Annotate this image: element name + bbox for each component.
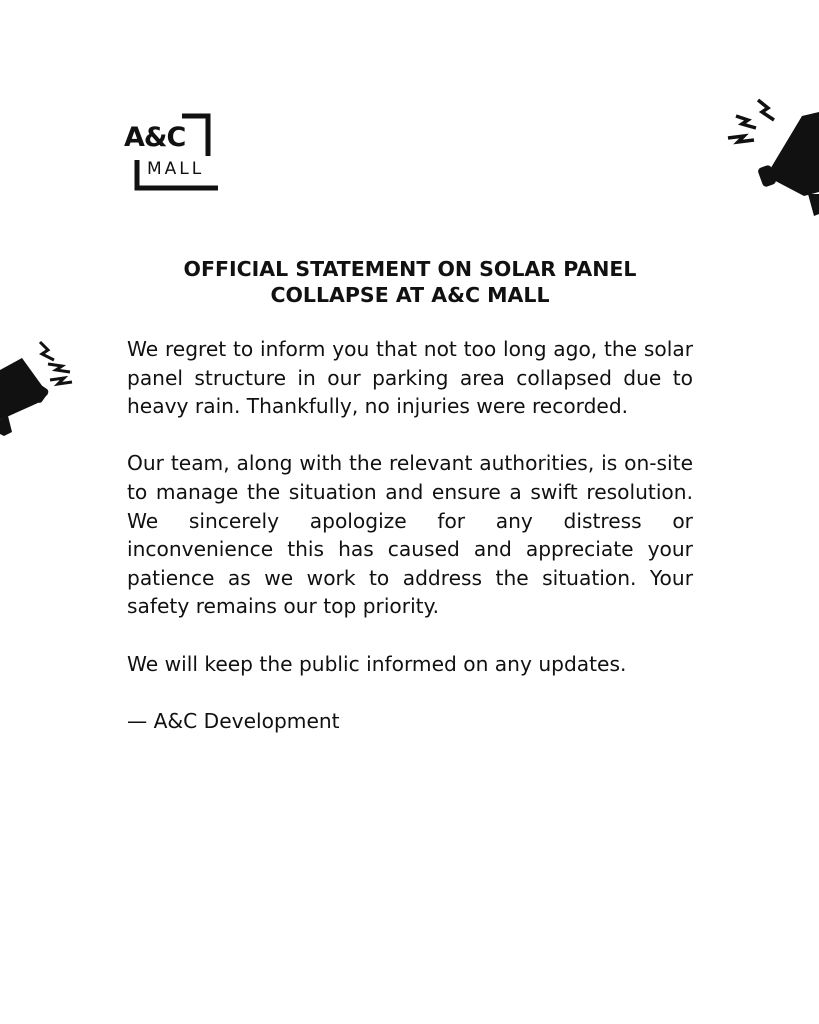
megaphone-icon [0, 336, 78, 444]
statement-title-line1: OFFICIAL STATEMENT ON SOLAR PANEL [183, 257, 637, 281]
statement-paragraph-3: We will keep the public informed on any updates. [127, 651, 627, 676]
statement-paragraph-1: We regret to inform you that not too long ago, the solar panel structure in our parking area collapsed due to heavy rain. Thankfully, no injuries were recorded. [127, 337, 693, 419]
statement-paragraph-2: Our team, along with the relevant authorities, is on-site to manage the situation and ensure a swift resolution. We sincerely apologize for any distress or inconvenience this has caused and appreciate your patience as we work to address the situation. Your safety remains our top priority. [127, 451, 693, 619]
statement-title [110, 256, 710, 308]
statement-signature: — A&C Development [127, 708, 340, 733]
logo-wordmark-bottom: MALL [147, 159, 205, 179]
brand-logo [122, 112, 226, 194]
statement-body [127, 335, 693, 764]
logo-wordmark-top: A&C [124, 122, 186, 153]
statement-title-line2: COLLAPSE AT A&C MALL [270, 283, 550, 307]
megaphone-icon [722, 94, 819, 228]
